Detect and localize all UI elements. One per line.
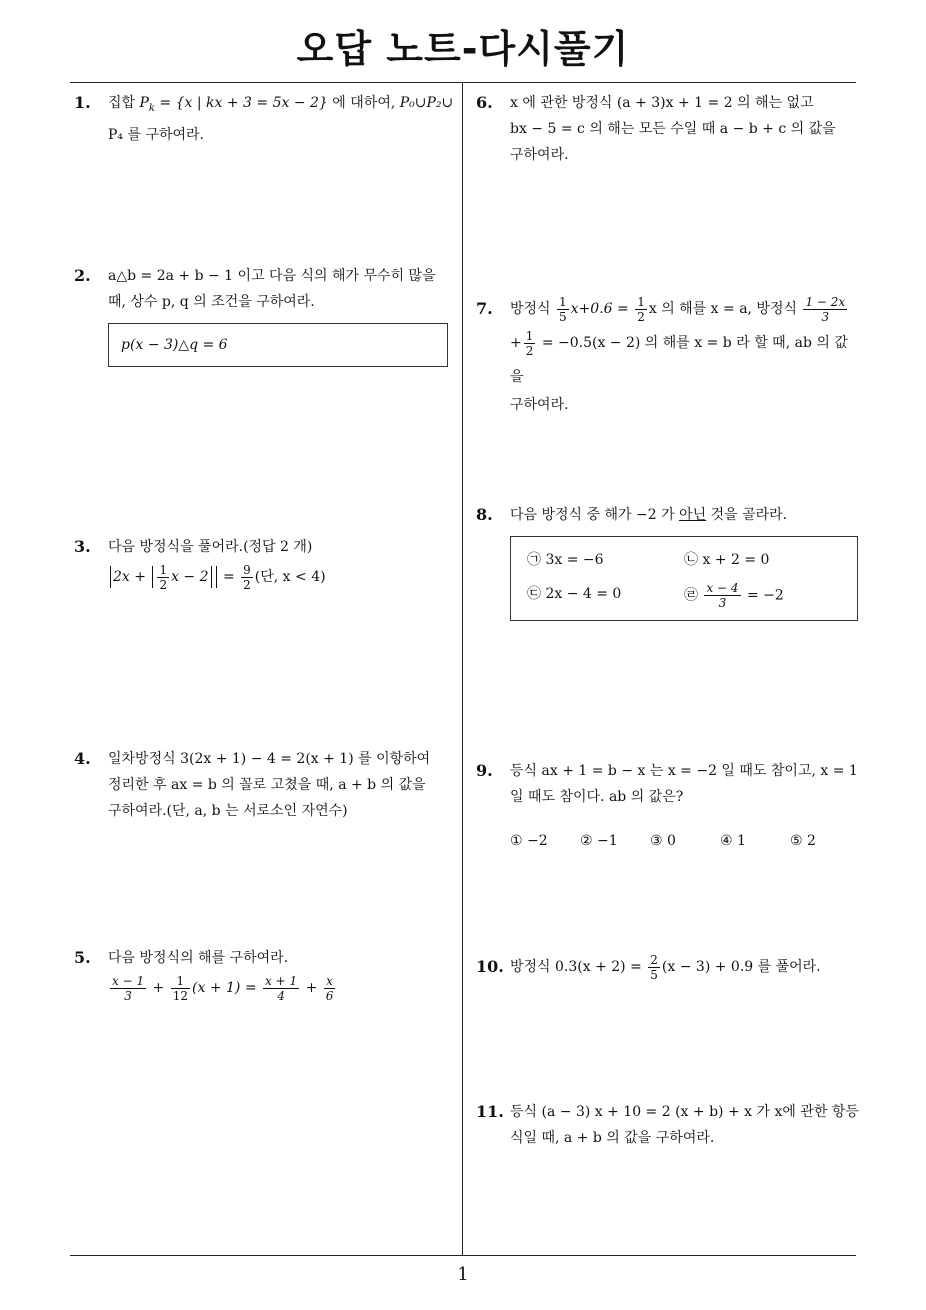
problem-8-line-1: 다음 방정식 중 해가 −2 가 아닌 것을 골라라. bbox=[510, 507, 788, 523]
problem-number: 1. bbox=[74, 93, 91, 112]
problem-2-line-2: 때, 상수 p, q 의 조건을 구하여라. bbox=[108, 294, 315, 310]
footer-rule bbox=[70, 1255, 856, 1256]
choice-5[interactable]: ⑤ 2 bbox=[790, 833, 816, 849]
problem-10: 10. 방정식 0.3(x + 2) = $\frac{2}{5}$ (x − 3) + 0.9 를 풀어라. bbox=[476, 950, 860, 984]
page-title: 오답 노트-다시풀기 bbox=[296, 27, 630, 71]
problem-4 bbox=[74, 746, 456, 824]
option-1: ㉠ 3x = −6 bbox=[527, 552, 604, 568]
problem-9-line-2: 일 때도 참이다. ab 의 값은? bbox=[510, 789, 684, 805]
page-number: 1 bbox=[457, 1264, 469, 1285]
option-2: ㉡ x + 2 = 0 bbox=[684, 552, 770, 568]
problem-6-line-2: bx − 5 = c 의 해는 모든 수일 때 a − b + c 의 값을 bbox=[510, 121, 836, 137]
column-divider bbox=[462, 83, 463, 1255]
option-3: ㉢ 2x − 4 = 0 bbox=[527, 586, 622, 602]
problem-11 bbox=[476, 1099, 860, 1151]
problem-number: 8. bbox=[476, 505, 493, 524]
problem-3-equation: 2x + $\frac{1}{2}$ x − 2 = $\frac{9}{2}$ (단, x < 4) bbox=[108, 560, 456, 594]
option-4: ㉣ $\frac{x - 4}{3}$ = −2 bbox=[684, 581, 784, 610]
header-rule bbox=[70, 82, 856, 83]
problem-9 bbox=[476, 758, 860, 854]
problem-number: 3. bbox=[74, 537, 91, 556]
problem-number: 7. bbox=[476, 299, 493, 318]
problem-5-line-1: 다음 방정식의 해를 구하여라. bbox=[108, 950, 289, 966]
choice-4[interactable]: ④ 1 bbox=[720, 833, 746, 849]
problem-4-line-3: 구하여라.(단, a, b 는 서로소인 자연수) bbox=[108, 803, 348, 819]
choice-3[interactable]: ③ 0 bbox=[650, 833, 676, 849]
problem-7-line-3: 구하여라. bbox=[510, 397, 569, 413]
problem-4-line-1: 일차방정식 3(2x + 1) − 4 = 2(x + 1) 를 이항하여 bbox=[108, 751, 431, 767]
problem-2 bbox=[74, 263, 456, 367]
problem-number: 2. bbox=[74, 266, 91, 285]
problem-number: 5. bbox=[74, 948, 91, 967]
problem-4-line-2: 정리한 후 ax = b 의 꼴로 고쳤을 때, a + b 의 값을 bbox=[108, 777, 426, 793]
problem-1-line-1: 집합 $P_k = \{x$ | kx + 3 = 5x − 2} 에 대하여, P₀∪P₂∪ bbox=[108, 95, 454, 114]
problem-8-options-box bbox=[510, 536, 858, 621]
problem-number: 9. bbox=[476, 761, 493, 780]
problem-3-line-1: 다음 방정식을 풀어라.(정답 2 개) bbox=[108, 539, 313, 555]
problem-5-equation: $\frac{x - 1}{3}$ + $\frac{1}{12}$ (x + 1) = $\frac{x + 1}{4}$ + $\frac{x}{6}$ bbox=[112, 973, 334, 1003]
choice-1[interactable]: ① −2 bbox=[510, 833, 548, 849]
problem-2-line-1: a△b = 2a + b − 1 이고 다음 식의 해가 무수히 많을 bbox=[108, 268, 436, 284]
problem-5 bbox=[74, 945, 456, 1005]
problem-11-line-1: 등식 (a − 3) x + 10 = 2 (x + b) + x 가 x에 관한 항등 bbox=[510, 1104, 859, 1120]
problem-6-line-1: x 에 관한 방정식 (a + 3)x + 1 = 2 의 해는 없고 bbox=[510, 95, 814, 111]
answer-choices bbox=[510, 828, 860, 854]
problem-11-line-2: 식일 때, a + b 의 값을 구하여라. bbox=[510, 1130, 715, 1146]
problem-7: 7. 방정식 $\frac{1}{5}$ x+0.6 = $\frac{1}{2}$ x 의 해를 x = a, 방정식 $\frac{1 - 2x}{3}$ + $\frac{1}{2}$ = −0.5(x − 2) 의 해를 x = b 라 할 때, ab 의 값을 구하여라. bbox=[476, 292, 860, 416]
problem-number: 10. bbox=[476, 957, 504, 976]
problem-9-line-1: 등식 ax + 1 = b − x 는 x = −2 일 때도 참이고, x = 1 bbox=[510, 763, 858, 779]
problem-3 bbox=[74, 534, 456, 594]
problem-1-line-2: P₄ 를 구하여라. bbox=[108, 126, 205, 143]
problem-6 bbox=[476, 90, 860, 168]
problem-number: 6. bbox=[476, 93, 493, 112]
problem-2-equation-box: p(x − 3)△q = 6 bbox=[108, 323, 448, 367]
problem-8 bbox=[476, 502, 860, 621]
problem-6-line-3: 구하여라. bbox=[510, 147, 569, 163]
problem-number: 11. bbox=[476, 1102, 504, 1121]
problem-number: 4. bbox=[74, 749, 91, 768]
problem-1 bbox=[74, 90, 456, 148]
choice-2[interactable]: ② −1 bbox=[580, 833, 618, 849]
